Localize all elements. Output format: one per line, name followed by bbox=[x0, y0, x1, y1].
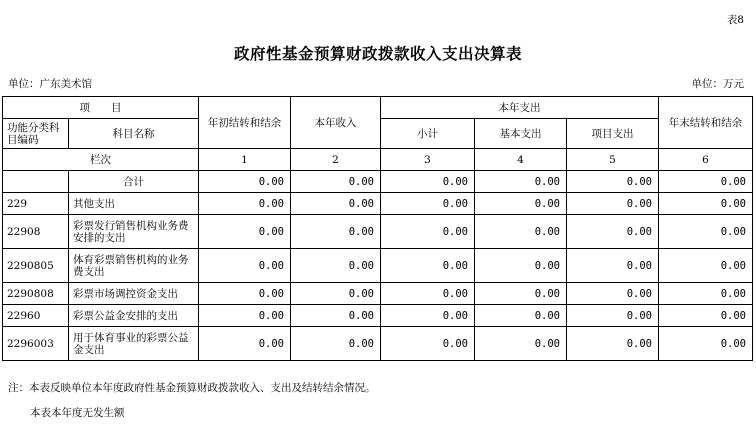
row-value: 0.00 bbox=[567, 215, 659, 249]
row-value: 0.00 bbox=[199, 305, 291, 327]
header-opening-balance: 年初结转和结余 bbox=[199, 97, 291, 149]
row-value: 0.00 bbox=[659, 305, 753, 327]
total-label: 合计 bbox=[69, 171, 199, 193]
row-code: 22908 bbox=[3, 215, 69, 249]
row-value: 0.00 bbox=[659, 283, 753, 305]
row-value: 0.00 bbox=[475, 327, 567, 361]
table-number: 表8 bbox=[726, 14, 744, 26]
row-value: 0.00 bbox=[567, 283, 659, 305]
row-value: 0.00 bbox=[199, 283, 291, 305]
header-func-code: 功能分类科目编码 bbox=[3, 119, 69, 149]
total-value: 0.00 bbox=[291, 171, 381, 193]
index-row bbox=[3, 149, 753, 171]
header-project-expense: 项目支出 bbox=[567, 119, 659, 149]
header-row-1 bbox=[3, 97, 753, 119]
row-value: 0.00 bbox=[567, 193, 659, 215]
row-name: 彩票公益金安排的支出 bbox=[69, 305, 199, 327]
row-value: 0.00 bbox=[199, 327, 291, 361]
row-value: 0.00 bbox=[659, 215, 753, 249]
row-value: 0.00 bbox=[291, 193, 381, 215]
table-row bbox=[3, 215, 753, 249]
table-row bbox=[3, 283, 753, 305]
row-name: 彩票市场调控资金支出 bbox=[69, 283, 199, 305]
row-value: 0.00 bbox=[659, 193, 753, 215]
row-value: 0.00 bbox=[381, 283, 475, 305]
page-title: 政府性基金预算财政拨款收入支出决算表 bbox=[233, 44, 522, 63]
row-value: 0.00 bbox=[475, 193, 567, 215]
total-value: 0.00 bbox=[199, 171, 291, 193]
index-cell: 1 bbox=[199, 149, 291, 171]
row-value: 0.00 bbox=[381, 215, 475, 249]
row-value: 0.00 bbox=[381, 249, 475, 283]
row-name: 用于体育事业的彩票公益金支出 bbox=[69, 327, 199, 361]
row-name: 体育彩票销售机构的业务费支出 bbox=[69, 249, 199, 283]
row-value: 0.00 bbox=[291, 215, 381, 249]
budget-table bbox=[2, 96, 753, 361]
index-cell: 6 bbox=[659, 149, 753, 171]
total-value: 0.00 bbox=[567, 171, 659, 193]
total-value: 0.00 bbox=[381, 171, 475, 193]
row-value: 0.00 bbox=[659, 249, 753, 283]
table-row bbox=[3, 249, 753, 283]
row-value: 0.00 bbox=[475, 283, 567, 305]
header-item: 项 目 bbox=[3, 97, 199, 119]
table-row bbox=[3, 193, 753, 215]
row-value: 0.00 bbox=[381, 305, 475, 327]
table-row bbox=[3, 327, 753, 361]
header-closing-balance: 年末结转和结余 bbox=[659, 97, 753, 149]
table-row bbox=[3, 305, 753, 327]
row-value: 0.00 bbox=[659, 327, 753, 361]
row-value: 0.00 bbox=[475, 215, 567, 249]
total-row bbox=[3, 171, 753, 193]
index-label: 栏次 bbox=[3, 149, 199, 171]
row-value: 0.00 bbox=[567, 305, 659, 327]
row-value: 0.00 bbox=[567, 327, 659, 361]
unit-organization: 单位：广东美术馆 bbox=[8, 78, 92, 90]
row-name: 其他支出 bbox=[69, 193, 199, 215]
row-name: 彩票发行销售机构业务费安排的支出 bbox=[69, 215, 199, 249]
row-code: 2290808 bbox=[3, 283, 69, 305]
header-expense-group: 本年支出 bbox=[381, 97, 659, 119]
row-code: 2290805 bbox=[3, 249, 69, 283]
total-code-cell bbox=[3, 171, 69, 193]
header-income: 本年收入 bbox=[291, 97, 381, 149]
row-value: 0.00 bbox=[291, 327, 381, 361]
row-value: 0.00 bbox=[199, 215, 291, 249]
row-code: 22960 bbox=[3, 305, 69, 327]
row-value: 0.00 bbox=[567, 249, 659, 283]
row-value: 0.00 bbox=[475, 305, 567, 327]
footnote: 注：本表反映单位本年度政府性基金预算财政拨款收入、支出及结转结余情况。 bbox=[8, 382, 376, 394]
index-cell: 3 bbox=[381, 149, 475, 171]
total-value: 0.00 bbox=[475, 171, 567, 193]
total-value: 0.00 bbox=[659, 171, 753, 193]
row-code: 2296003 bbox=[3, 327, 69, 361]
index-cell: 4 bbox=[475, 149, 567, 171]
row-value: 0.00 bbox=[199, 249, 291, 283]
unit-currency: 单位：万元 bbox=[691, 78, 744, 90]
row-value: 0.00 bbox=[381, 193, 475, 215]
row-value: 0.00 bbox=[381, 327, 475, 361]
row-value: 0.00 bbox=[291, 249, 381, 283]
header-basic-expense: 基本支出 bbox=[475, 119, 567, 149]
row-value: 0.00 bbox=[291, 305, 381, 327]
index-cell: 2 bbox=[291, 149, 381, 171]
header-subtotal: 小计 bbox=[381, 119, 475, 149]
header-subject-name: 科目名称 bbox=[69, 119, 199, 149]
footnote-no-amount: 本表本年度无发生额 bbox=[30, 407, 125, 419]
index-cell: 5 bbox=[567, 149, 659, 171]
row-code: 229 bbox=[3, 193, 69, 215]
row-value: 0.00 bbox=[475, 249, 567, 283]
row-value: 0.00 bbox=[291, 283, 381, 305]
row-value: 0.00 bbox=[199, 193, 291, 215]
